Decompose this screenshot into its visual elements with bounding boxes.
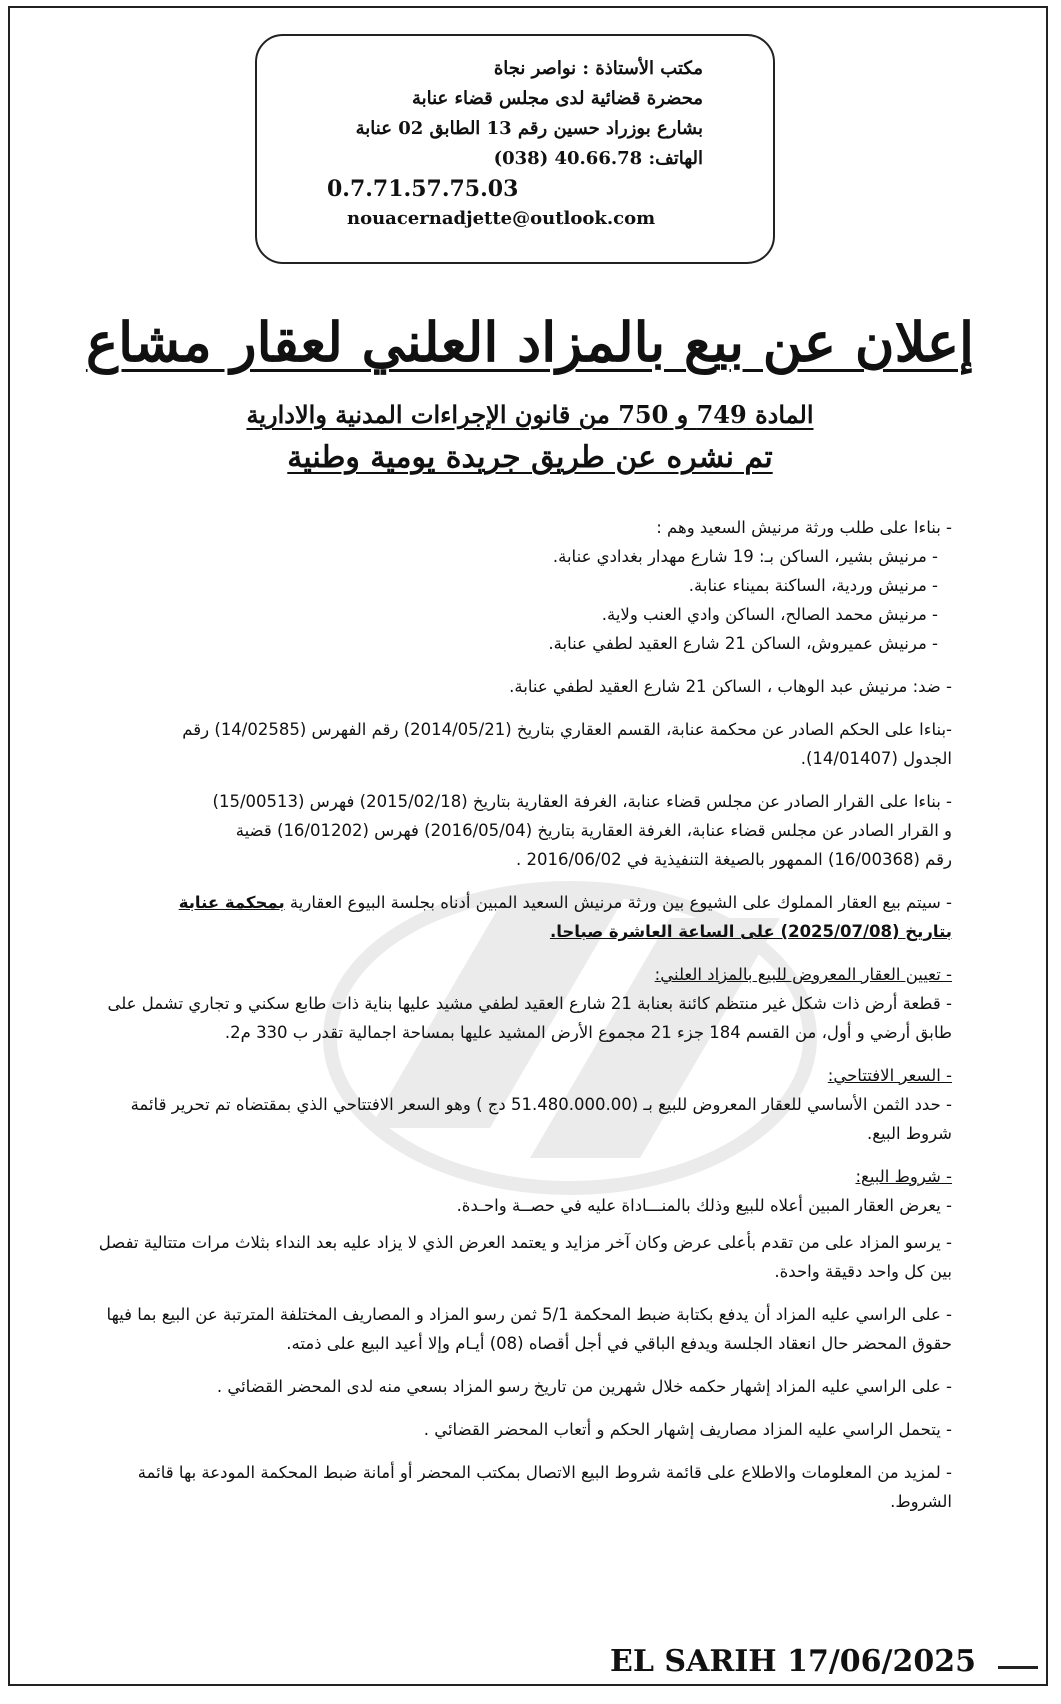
office-phone: الهاتف: 40.66.78 (038) [493, 148, 703, 169]
decision-block [84, 787, 952, 874]
newspaper-date-footer: EL SARIH 17/06/2025 [610, 1644, 977, 1679]
condition-item: - على الراسي عليه المزاد إشهار حكمه خلال شهرين من تاريخ رسو المزاد بسعي منه لدى المحضر القضائي . [216, 1377, 952, 1396]
publication-note: تم نشره عن طريق جريدة يومية وطنية [287, 440, 773, 475]
footer-rule [998, 1666, 1038, 1669]
price-heading: - السعر الافتتاحي: [827, 1066, 952, 1085]
heir-item: - مرنيش محمد الصالح، الساكن وادي العنب ولاية. [601, 605, 938, 624]
notice-title: إعلان عن بيع بالمزاد العلني لعقار مشاع [85, 310, 975, 374]
decision-line: و القرار الصادر عن مجلس قضاء عنابة، الغرفة العقارية بتاريخ (2016/05/04) فهرس (16/01202) قضية [235, 821, 952, 840]
petitioners-intro: - بناءا على طلب ورثة مرنيش السعيد وهم : [656, 518, 952, 537]
bailiff-office-box [255, 34, 775, 264]
sale-line: - سيتم بيع العقار المملوك على الشيوع بين ورثة مرنيش السعيد المبين أدناه بجلسة البيوع العقارية [289, 893, 952, 912]
office-email: nouacernadjette@outlook.com [347, 208, 656, 229]
office-address: بشارع بوزراد حسين رقم 13 الطابق 02 عنابة [355, 118, 703, 139]
judgment-line: -بناءا على الحكم الصادر عن محكمة عنابة، القسم العقاري بتاريخ (2014/05/21) رقم الفهرس (14/02585) رقم [182, 720, 952, 739]
decision-line: - بناءا على القرار الصادر عن مجلس قضاء عنابة، الغرفة العقارية بتاريخ (2015/02/18) فهرس (15/00513) [212, 792, 952, 811]
sale-announcement [84, 888, 952, 946]
legal-articles: المادة 749 و 750 من قانون الإجراءات المدنية والادارية [246, 400, 814, 429]
condition-item: - على الراسي عليه المزاد أن يدفع بكتابة ضبط المحكمة 5/1 ثمن رسو المزاد و المصاريف المختلفة المترتبة عن البيع بما فيها حقوق المحضر حال انعقاد الجلسة ويدفع الباقي في أجل أقصاه (08) أيـام وإلا أعيد البيع على ذمته. [106, 1305, 952, 1353]
designation-text: - قطعة أرض ذات شكل غير منتظم كائنة بعنابة 21 شارع العقيد لطفي مشيد عليها بناية ذات طابع سكني و تجاري تشمل على طابق أرضي و أول، من القسم 184 جزء 21 مجموع الأرض المشيد عليها بمساحة اجمالية تقدر ب 330 م2. [107, 994, 952, 1042]
against-party: - ضد: مرنيش عبد الوهاب ، الساكن 21 شارع العقيد لطفي عنابة. [509, 677, 952, 696]
office-role: محضرة قضائية لدى مجلس قضاء عنابة [411, 88, 703, 109]
property-designation [84, 960, 952, 1047]
condition-item: - يعرض العقار المبين أعلاه للبيع وذلك بالمنـــاداة عليه في حصــة واحـدة. [456, 1196, 952, 1215]
sale-conditions [84, 1162, 952, 1220]
condition-item: - لمزيد من المعلومات والاطلاع على قائمة شروط البيع الاتصال بمكتب المحضر أو أمانة ضبط المحكمة المودعة بها قائمة الشروط. [137, 1463, 952, 1511]
office-name: مكتب الأستاذة : نواصر نجاة [493, 58, 703, 79]
decision-line: رقم (16/00368) الممهور بالصيغة التنفيذية في 2016/06/02 . [515, 850, 952, 869]
opening-price [84, 1061, 952, 1148]
notice-body [84, 513, 952, 1530]
heir-item: - مرنيش بشير، الساكن بـ: 19 شارع مهدار بغدادي عنابة. [552, 547, 938, 566]
sale-court: بمحكمة عنابة [178, 893, 285, 912]
heir-item: - مرنيش عميروش، الساكن 21 شارع العقيد لطفي عنابة. [548, 634, 938, 653]
price-text: - حدد الثمن الأساسي للعقار المعروض للبيع بـ (51.480.000.00 دج ) وهو السعر الافتتاحي الذي بمقتضاه تم تحرير قائمة شروط البيع. [130, 1095, 952, 1143]
conditions-heading: - شروط البيع: [855, 1167, 952, 1186]
notice-page [8, 6, 1048, 1686]
heir-item: - مرنيش وردية، الساكنة بميناء عنابة. [688, 576, 938, 595]
designation-heading: - تعيين العقار المعروض للبيع بالمزاد العلني: [654, 965, 952, 984]
judgment-block [84, 715, 952, 773]
judgment-line: الجدول (14/01407). [800, 749, 952, 768]
petitioners-block [84, 513, 952, 658]
office-mobile: 0.7.71.57.75.03 [327, 176, 519, 202]
sale-date: بتاريخ (2025/07/08) على الساعة العاشرة صباحا. [549, 922, 952, 941]
condition-item: - يتحمل الراسي عليه المزاد مصاريف إشهار الحكم و أتعاب المحضر القضائي . [423, 1420, 952, 1439]
condition-item: - يرسو المزاد على من تقدم بأعلى عرض وكان آخر مزايد و يعتمد العرض الذي لا يزاد عليه بعد النداء بثلاث مرات متتالية تفصل بين كل واحد دقيقة واحدة. [98, 1233, 952, 1281]
